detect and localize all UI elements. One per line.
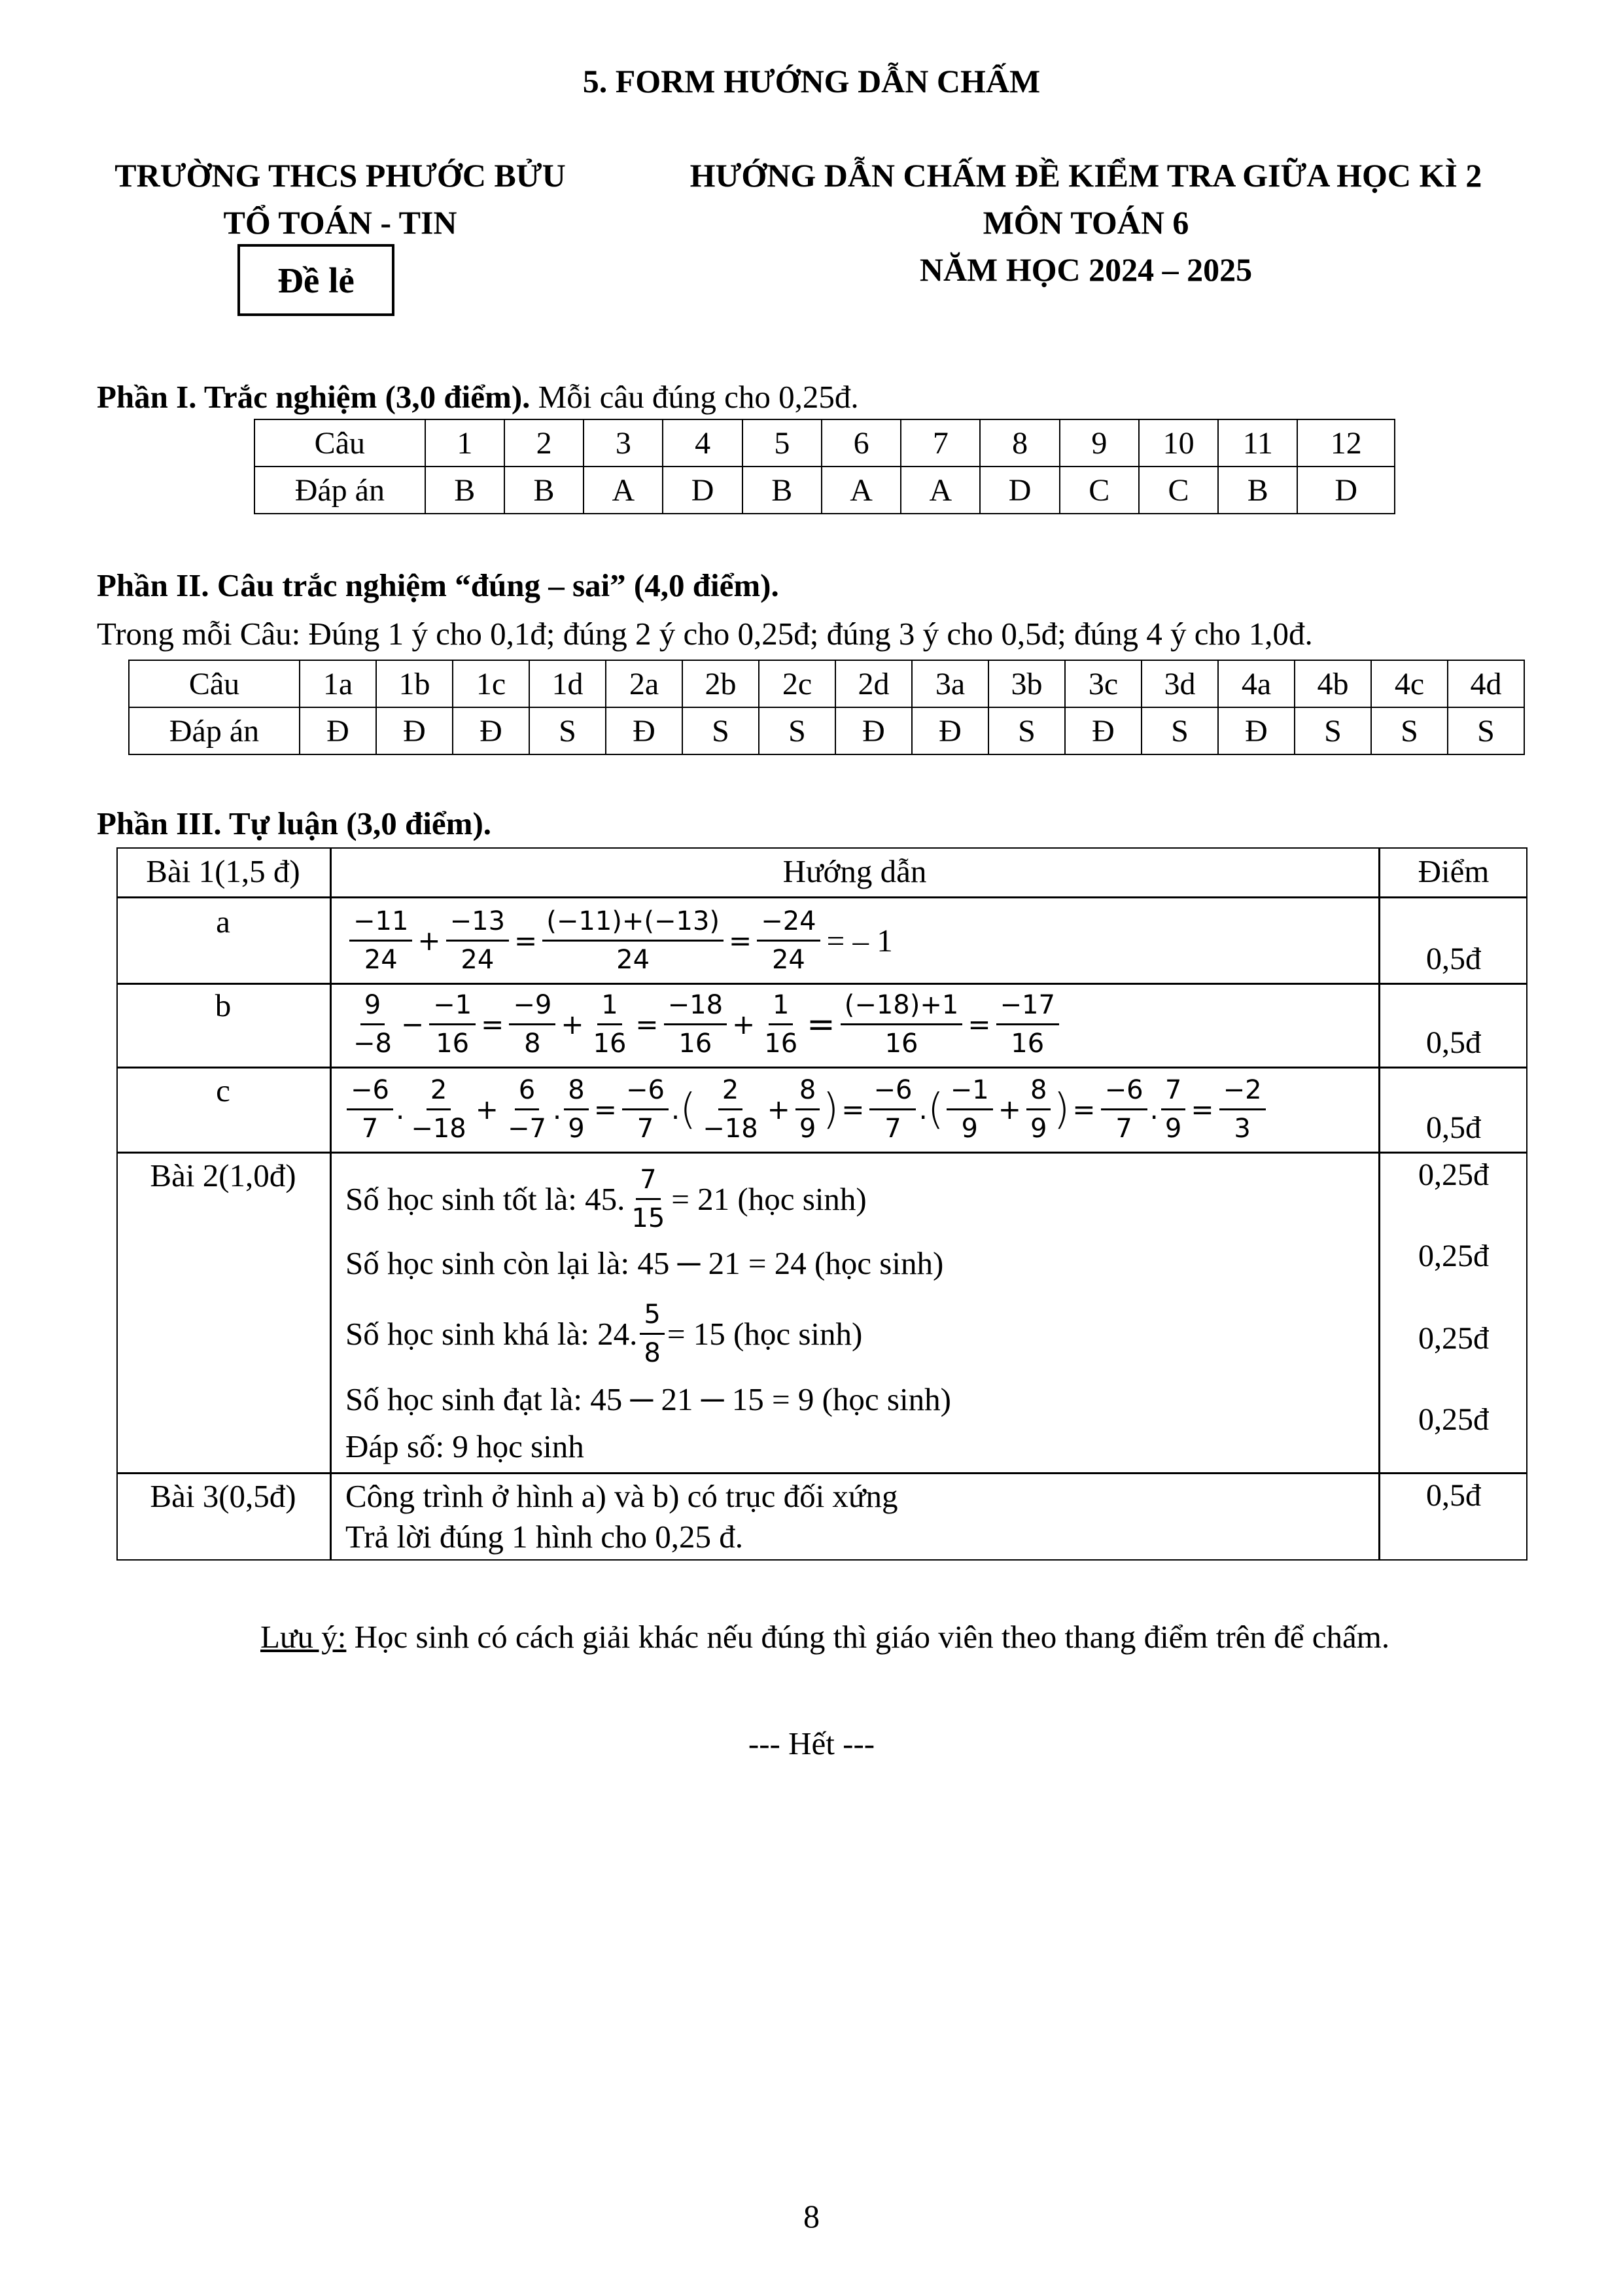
part2-question-cell: 4a bbox=[1218, 660, 1295, 707]
part2-question-cell: 1d bbox=[529, 660, 606, 707]
bai1b-expression: $\frac{9}{-8}$ − $\frac{-1}{16}$ = $\frac{-9}{8}$ + $\frac{1}{16}$ = $\frac{-18}{16}$ + $\frac{1}{16}$ = $\frac{(-18)+1}{16}$ = $\frac{-17}{16}$ bbox=[340, 983, 1062, 1065]
fraction: $\frac{-6}{7}$ bbox=[622, 1073, 669, 1146]
bai1c-expression: $\frac{-6}{7}$ . $\frac{2}{-18}$ + $\frac{6}{-7}$ . $\frac{8}{9}$ = $\frac{-6}{7}$ . ( $\frac{2}{-18}$ + $\frac{8}{9}$ ) = $\frac{-6}{7}$ . ( $\frac{-1}{9}$ + $\frac{8}{9}$ ) = $\frac{-6}{7}$ . $\frac{7}{9}$ = $\frac{-2}{3}$ bbox=[340, 1069, 1268, 1150]
page-title: 5. FORM HƯỚNG DẪN CHẤM bbox=[582, 63, 1041, 99]
part1-answer-cell: B bbox=[1218, 467, 1297, 514]
part2-question-cell: 1b bbox=[376, 660, 453, 707]
exam-title-line2: MÔN TOÁN 6 bbox=[983, 204, 1189, 241]
bai2-points-3: 0,25đ bbox=[1418, 1321, 1489, 1356]
bai1a-points: 0,5đ bbox=[1426, 942, 1481, 976]
fraction: $\frac{7}{15}$ bbox=[627, 1163, 669, 1235]
part2-question-cell: 2b bbox=[682, 660, 759, 707]
part1-heading-note: Mỗi câu đúng cho 0,25đ. bbox=[530, 379, 859, 415]
note-text: Học sinh có cách giải khác nếu đúng thì giáo viên theo thang điểm trên để chấm. bbox=[346, 1619, 1390, 1655]
part2-heading: Phần II. Câu trắc nghiệm “đúng – sai” (4,0 điểm). bbox=[97, 567, 779, 603]
exam-variant-box: Đề lẻ bbox=[237, 244, 394, 316]
fraction: $\frac{8}{9}$ bbox=[1026, 1073, 1051, 1146]
part2-answer-cell: S bbox=[1295, 707, 1371, 754]
bai2-points-4: 0,25đ bbox=[1418, 1402, 1489, 1437]
part2-answer-cell: S bbox=[529, 707, 606, 754]
part1-question-cell: 1 bbox=[425, 419, 504, 467]
part1-heading bbox=[97, 378, 859, 415]
part3-heading: Phần III. Tự luận (3,0 điểm). bbox=[97, 805, 492, 841]
part2-question-cell: 4c bbox=[1371, 660, 1448, 707]
part2-question-row bbox=[129, 660, 1524, 707]
part2-answer-cell: Đ bbox=[300, 707, 376, 754]
fraction: $\frac{8}{9}$ bbox=[564, 1073, 588, 1146]
part2-answer-cell: Đ bbox=[835, 707, 912, 754]
bai1a-expression: $\frac{-11}{24}$ + $\frac{-13}{24}$ = $\frac{(-11)+(-13)}{24}$ = $\frac{-24}{24}$ = – 1 bbox=[340, 900, 893, 981]
fraction: $\frac{-6}{7}$ bbox=[347, 1073, 393, 1146]
fraction: $\frac{-6}{7}$ bbox=[869, 1073, 916, 1146]
part1-answer-cell: A bbox=[822, 467, 901, 514]
part2-question-cell: 3c bbox=[1065, 660, 1142, 707]
part1-question-cell: 3 bbox=[584, 419, 663, 467]
part1-question-cell: 5 bbox=[742, 419, 822, 467]
part1-question-cell: 10 bbox=[1139, 419, 1218, 467]
part2-answer-label: Đáp án bbox=[129, 707, 300, 754]
fraction: $\frac{6}{-7}$ bbox=[504, 1073, 550, 1146]
page-number: 8 bbox=[803, 2198, 820, 2234]
part2-question-cell: 1a bbox=[300, 660, 376, 707]
part1-question-cell: 8 bbox=[980, 419, 1059, 467]
bai2-line5: Đáp số: 9 học sinh bbox=[345, 1428, 584, 1464]
part2-question-cell: 2a bbox=[606, 660, 682, 707]
part2-question-cell: 2c bbox=[759, 660, 835, 707]
part2-question-cell: 1c bbox=[453, 660, 529, 707]
part2-question-cell: 4d bbox=[1448, 660, 1524, 707]
note-label: Lưu ý: bbox=[260, 1619, 347, 1655]
part2-answer-table bbox=[128, 660, 1525, 755]
part3-row-divider bbox=[116, 1152, 1527, 1154]
bai2-line1: Số học sinh tốt là: 45. $\frac{7}{15}$ = 21 (học sinh) bbox=[345, 1159, 867, 1238]
part3-col-divider bbox=[330, 847, 332, 1561]
bai1a-label: a bbox=[216, 904, 230, 940]
bai3-label: Bài 3(0,5đ) bbox=[150, 1478, 296, 1514]
bai3-points: 0,5đ bbox=[1426, 1478, 1481, 1513]
part2-answer-cell: Đ bbox=[453, 707, 529, 754]
part1-answer-row bbox=[254, 467, 1395, 514]
bai1c-label: c bbox=[216, 1072, 230, 1108]
part2-answer-row bbox=[129, 707, 1524, 754]
part2-question-cell: 2d bbox=[835, 660, 912, 707]
fraction: $\frac{-11}{24}$ bbox=[349, 904, 412, 977]
bai2-label: Bài 2(1,0đ) bbox=[150, 1157, 296, 1193]
part2-answer-cell: S bbox=[988, 707, 1065, 754]
part2-question-cell: 3a bbox=[912, 660, 988, 707]
part1-answer-cell: D bbox=[980, 467, 1059, 514]
part2-question-cell: 4b bbox=[1295, 660, 1371, 707]
part3-row-divider bbox=[116, 1472, 1527, 1474]
fraction: $\frac{-24}{24}$ bbox=[757, 904, 820, 977]
part1-question-cell: 7 bbox=[901, 419, 980, 467]
school-name: TRƯỜNG THCS PHƯỚC BỬU bbox=[114, 157, 566, 194]
part1-answer-cell: B bbox=[504, 467, 584, 514]
fraction: $\frac{-18}{16}$ bbox=[664, 988, 727, 1061]
part1-answer-label: Đáp án bbox=[254, 467, 425, 514]
part2-answer-cell: Đ bbox=[1065, 707, 1142, 754]
part1-answer-cell: A bbox=[584, 467, 663, 514]
school-header bbox=[92, 152, 589, 246]
part2-answer-cell: Đ bbox=[606, 707, 682, 754]
exam-title-line3: NĂM HỌC 2024 – 2025 bbox=[919, 251, 1253, 288]
fraction: $\frac{7}{9}$ bbox=[1161, 1073, 1185, 1146]
fraction: $\frac{-9}{8}$ bbox=[509, 988, 555, 1061]
bai2-points-2: 0,25đ bbox=[1418, 1239, 1489, 1273]
part2-question-cell: 3b bbox=[988, 660, 1065, 707]
fraction: $\frac{8}{9}$ bbox=[795, 1073, 820, 1146]
part2-rule: Trong mỗi Câu: Đúng 1 ý cho 0,1đ; đúng 2 ý cho 0,25đ; đúng 3 ý cho 0,5đ; đúng 4 ý cho 1,0đ. bbox=[97, 616, 1313, 652]
part1-heading-bold: Phần I. Trắc nghiệm (3,0 điểm). bbox=[97, 379, 531, 415]
part2-answer-cell: S bbox=[1142, 707, 1218, 754]
part2-answer-cell: S bbox=[682, 707, 759, 754]
fraction: $\frac{-2}{3}$ bbox=[1219, 1073, 1266, 1146]
fraction: $\frac{-13}{24}$ bbox=[446, 904, 509, 977]
fraction: $\frac{2}{-18}$ bbox=[699, 1073, 761, 1146]
part2-answer-cell: Đ bbox=[1218, 707, 1295, 754]
part1-question-label: Câu bbox=[254, 419, 425, 467]
part1-question-cell: 4 bbox=[663, 419, 742, 467]
exam-title-block bbox=[641, 152, 1531, 293]
part2-question-cell: 3d bbox=[1142, 660, 1218, 707]
fraction: $\frac{2}{-18}$ bbox=[407, 1073, 470, 1146]
part3-col-problem: Bài 1(1,5 đ) bbox=[146, 853, 300, 889]
bai2-line4: Số học sinh đạt là: 45 ─ 21 ─ 15 = 9 (học sinh) bbox=[345, 1381, 951, 1417]
part1-answer-cell: B bbox=[742, 467, 822, 514]
part1-answer-cell: C bbox=[1060, 467, 1139, 514]
part2-answer-cell: Đ bbox=[912, 707, 988, 754]
part1-question-cell: 11 bbox=[1218, 419, 1297, 467]
bai1b-label: b bbox=[215, 987, 232, 1023]
part3-col-points: Điểm bbox=[1418, 853, 1490, 889]
part1-answer-cell: C bbox=[1139, 467, 1218, 514]
part1-question-cell: 6 bbox=[822, 419, 901, 467]
note bbox=[260, 1618, 1389, 1655]
part1-question-cell: 9 bbox=[1060, 419, 1139, 467]
bai2-line3: Số học sinh khá là: 24. $\frac{5}{8}$ = 15 (học sinh) bbox=[345, 1294, 862, 1373]
part2-answer-cell: S bbox=[1371, 707, 1448, 754]
part2-answer-cell: S bbox=[1448, 707, 1524, 754]
bai3-line1: Công trình ở hình a) và b) có trục đối xứng bbox=[345, 1478, 898, 1514]
part2-answer-cell: S bbox=[759, 707, 835, 754]
fraction: $\frac{-6}{7}$ bbox=[1101, 1073, 1147, 1146]
fraction: $\frac{1}{16}$ bbox=[589, 988, 631, 1061]
bai2-points-1: 0,25đ bbox=[1418, 1157, 1489, 1192]
bai1b-points: 0,5đ bbox=[1426, 1025, 1481, 1060]
part3-row-divider bbox=[116, 896, 1527, 898]
bai3-line2: Trả lời đúng 1 hình cho 0,25 đ. bbox=[345, 1519, 744, 1555]
part2-question-label: Câu bbox=[129, 660, 300, 707]
part3-col-guide: Hướng dẫn bbox=[782, 853, 927, 889]
part1-answer-cell: B bbox=[425, 467, 504, 514]
fraction: $\frac{(-18)+1}{16}$ bbox=[841, 988, 963, 1061]
fraction: $\frac{(-11)+(-13)}{24}$ bbox=[542, 904, 724, 977]
fraction: $\frac{9}{-8}$ bbox=[349, 988, 396, 1061]
fraction: $\frac{-1}{9}$ bbox=[947, 1073, 993, 1146]
part1-answer-cell: D bbox=[663, 467, 742, 514]
fraction: $\frac{5}{8}$ bbox=[640, 1298, 664, 1370]
fraction: $\frac{-1}{16}$ bbox=[429, 988, 476, 1061]
part1-question-cell: 2 bbox=[504, 419, 584, 467]
department-name: TỔ TOÁN - TIN bbox=[223, 204, 457, 241]
fraction: $\frac{1}{16}$ bbox=[760, 988, 801, 1061]
part1-answer-cell: D bbox=[1297, 467, 1395, 514]
bai2-line2: Số học sinh còn lại là: 45 ─ 21 = 24 (học sinh) bbox=[345, 1245, 944, 1281]
part1-answer-cell: A bbox=[901, 467, 980, 514]
bai1c-points: 0,5đ bbox=[1426, 1110, 1481, 1145]
exam-title-line1: HƯỚNG DẪN CHẤM ĐỀ KIỂM TRA GIỮA HỌC KÌ 2 bbox=[689, 157, 1482, 194]
end-marker: --- Hết --- bbox=[748, 1725, 875, 1761]
part1-answer-table bbox=[254, 419, 1395, 514]
part2-answer-cell: Đ bbox=[376, 707, 453, 754]
part1-question-cell: 12 bbox=[1297, 419, 1395, 467]
fraction: $\frac{-17}{16}$ bbox=[996, 988, 1059, 1061]
part1-question-row bbox=[254, 419, 1395, 467]
